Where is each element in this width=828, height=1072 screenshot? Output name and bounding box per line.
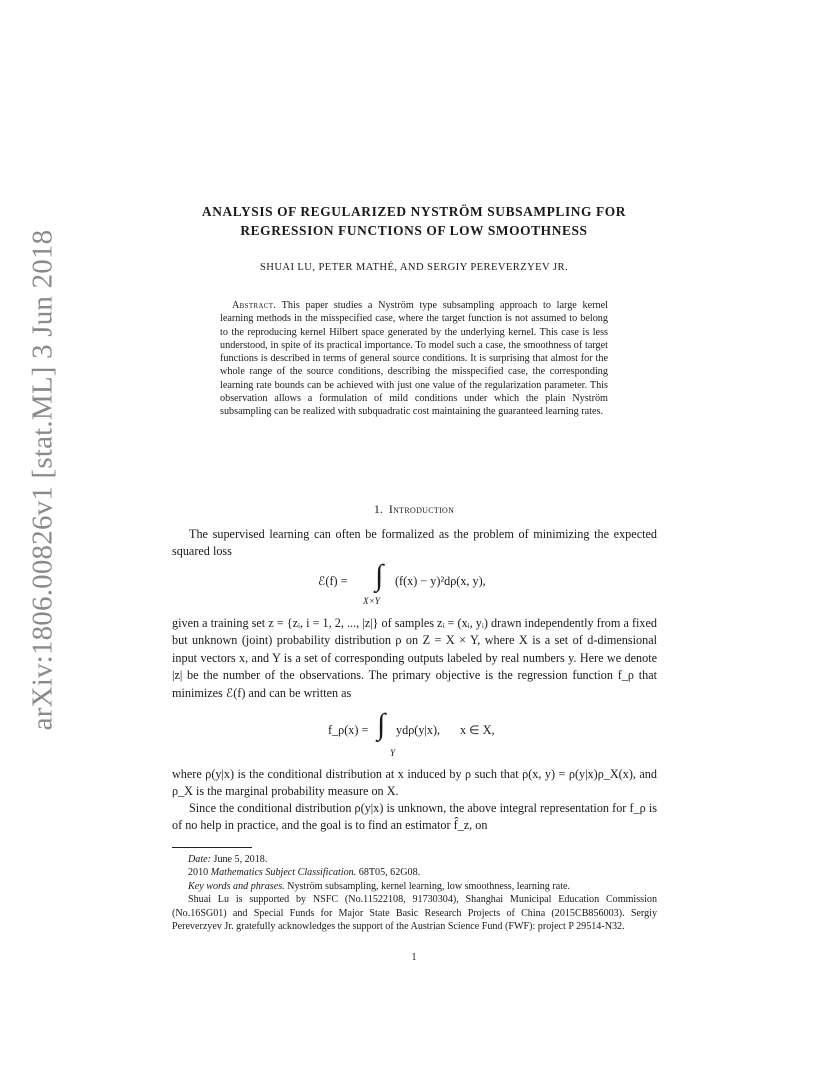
date-label: Date: [188,854,211,865]
footnotes [172,853,657,933]
equation-expected-risk [150,559,678,610]
section-title: Introduction [388,502,455,516]
equation-rhs: (f(x) − y)²dρ(x, y), [395,574,486,588]
paragraph-intro: The supervised learning can often be formalized as the problem of minimizing the expected squared loss [172,527,657,559]
section-number: 1. [373,502,383,516]
author-list: SHUAI LU, PETER MATHÉ, AND SERGIY PEREVERZYEV JR. [260,262,568,273]
integral-sign: ∫ [377,708,386,741]
integration-domain: Y [390,748,396,758]
msc-codes: 68T05, 62G08. [358,867,421,879]
integral-sign: ∫ [375,559,384,592]
paragraph-conditional: where ρ(y|x) is the conditional distribution at x induced by ρ such that ρ(x, y) = ρ(y|x)ρ_X(x), and ρ_X is the marginal probability measure on X. [172,767,657,799]
equation-rhs: ydρ(y|x), [396,723,441,737]
section-heading [150,502,678,517]
title-line-1: ANALYSIS OF REGULARIZED NYSTRÖM SUBSAMPLING FOR [201,204,627,219]
keywords-label: Key words and phrases. [188,880,285,892]
arxiv-identifier: arXiv:1806.00826v1 [stat.ML] 3 Jun 2018 [26,229,59,731]
arxiv-watermark [17,229,69,731]
paragraph-estimator: Since the conditional distribution ρ(y|x) is unknown, the above integral representation for f_ρ is of no help in practice, and the goal is to find an estimator f̂_z, on [172,801,657,833]
msc-label: Mathematics Subject Classification. [210,867,357,879]
footnote-msc [172,866,657,879]
msc-year: 2010 [188,867,209,879]
abstract-label: Abstract. [232,300,277,311]
equation-regression-function [150,708,678,763]
equation-condition: x ∈ X, [460,723,495,737]
footnote-date [172,853,657,866]
title-line-2: REGRESSION FUNCTIONS OF LOW SMOOTHNESS [240,223,588,238]
abstract [220,299,608,419]
date-value: June 5, 2018. [213,854,268,865]
integration-domain: X×Y [363,596,380,606]
abstract-text: This paper studies a Nyström type subsampling approach to large kernel learning methods in the misspecified case, where the target function is not assumed to belong to the reproducing kernel Hilbert space generated by the underlying kernel. This case is less understood, in spite of its practical importance. To model such a case, the smoothness of target functions is described in terms of general source conditions. It is surprising that almost for the whole range of the source conditions, describing the misspecified case, the corresponding learning rate bounds can be achieved with just one value of the regularization parameter. This observation allows a formulation of mild conditions under which the plain Nyström subsampling can be realized with subquadratic cost maintaining the guaranteed learning rates. [220,300,608,418]
page-number: 1 [411,952,417,963]
keywords-value: Nyström subsampling, kernel learning, low smoothness, learning rate. [287,880,571,892]
paragraph-training-set: given a training set z = {zᵢ, i = 1, 2, ..., |z|} of samples zᵢ = (xᵢ, yᵢ) drawn independently from a fixed but unknown (joint) probability distribution ρ on Z = X × Y, where X is a set of d-dimensional input vectors x, and Y is a set of corresponding outputs labeled by real numbers y. Here we denote |z| be the number of the observations. The primary objective is the regression function f_ρ that minimizes ℰ(f) and can be written as [172,616,657,700]
footnote-keywords [172,880,657,893]
paper-title [150,202,678,240]
footnote-funding: Shuai Lu is supported by NSFC (No.11522108, 91730304), Shanghai Municipal Education Commission (No.16SG01) and Special Funds for Major State Basic Research Projects of China (2015CB856003). Sergiy Pereverzyev Jr. gratefully acknowledges the support of the Austrian Science Fund (FWF): project P 29514-N32. [172,894,657,933]
equation-lhs: f_ρ(x) = [328,723,369,737]
footnote-rule [172,847,252,848]
equation-lhs: ℰ(f) = [318,574,348,588]
